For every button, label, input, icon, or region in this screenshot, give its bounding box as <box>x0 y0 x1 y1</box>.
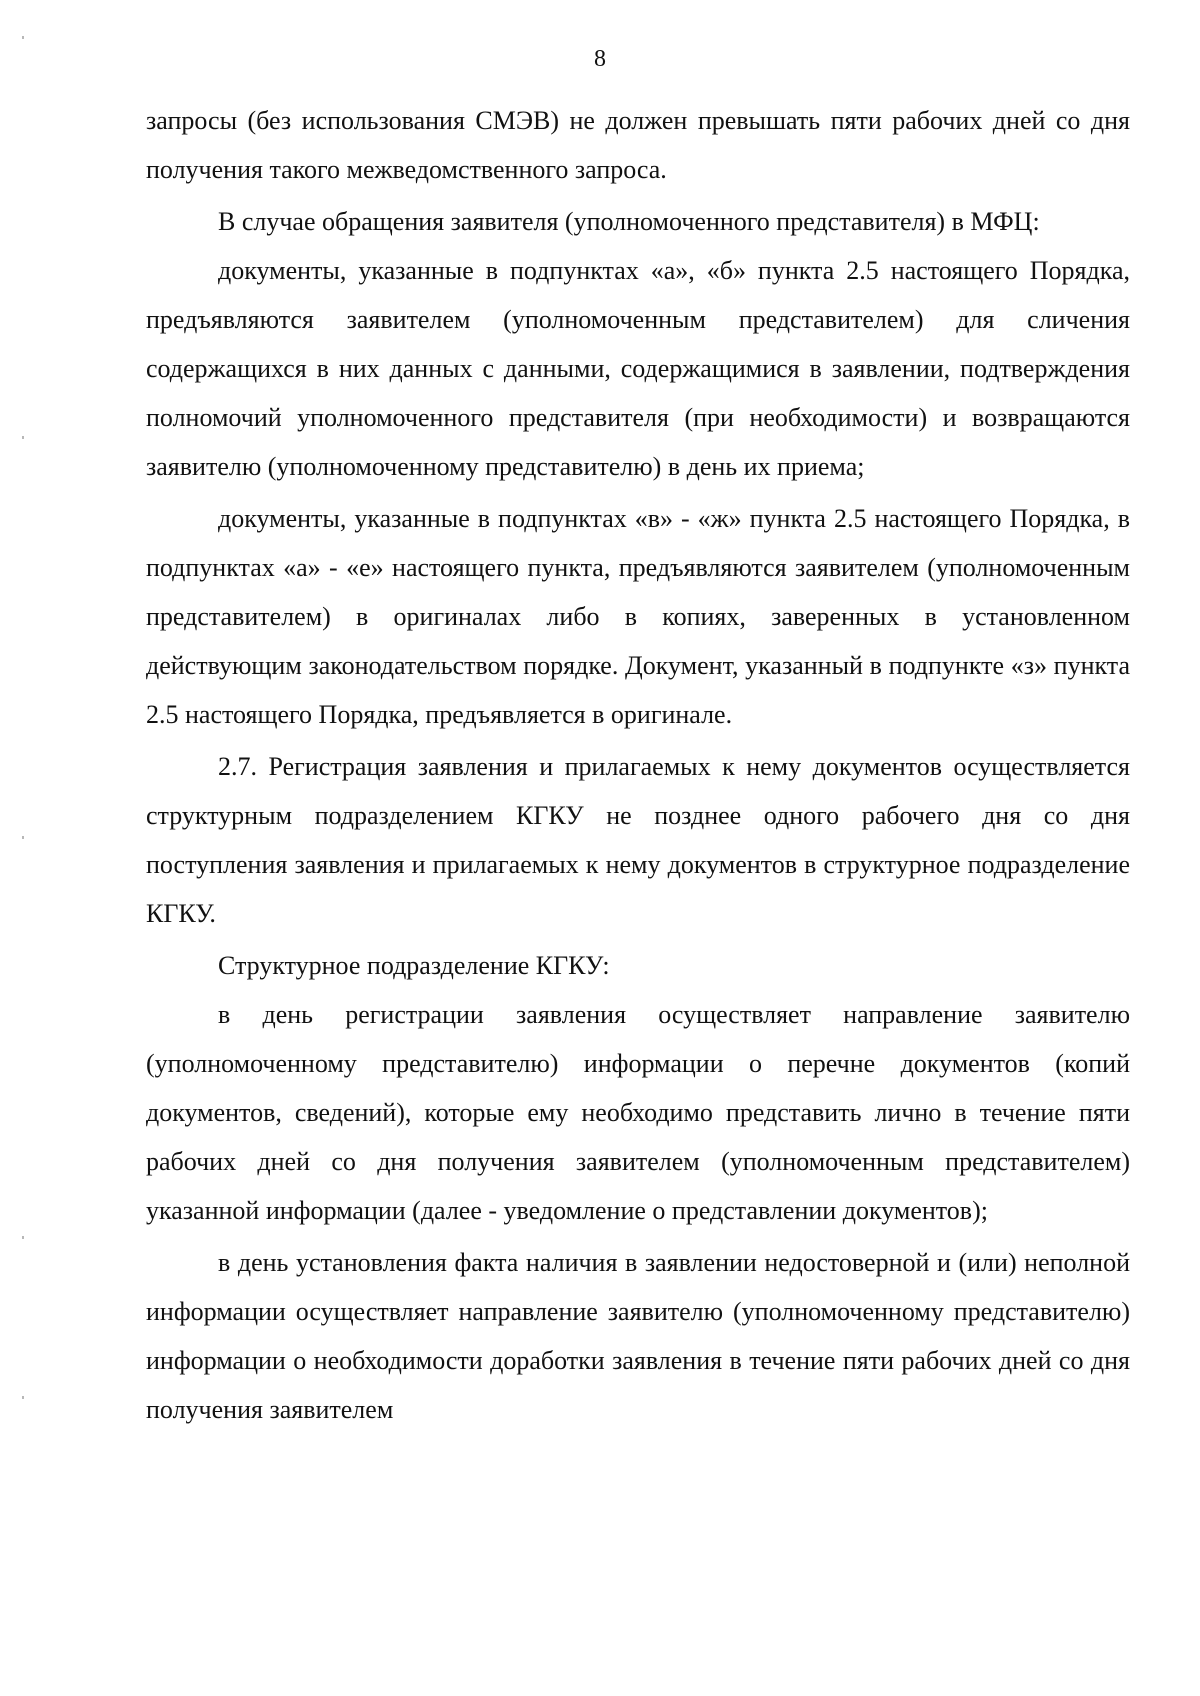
document-body <box>146 96 1130 1434</box>
scan-edge-mark <box>22 36 24 39</box>
paragraph-documents-a-b: документы, указанные в подпунктах «а», «б» пункта 2.5 настоящего Порядка, предъявляются заявителем (уполномоченным представителем) для сличения содержащихся в них данных с данными, содержащимися в заявлении, подтверждения полномочий уполномоченного представителя (при необходимости) и возвращаются заявителю (уполномоченному представителю) в день их приема; <box>146 256 1130 481</box>
scan-edge-mark <box>22 1236 24 1239</box>
paragraph-mfc-intro: В случае обращения заявителя (уполномоченного представителя) в МФЦ: <box>218 207 1040 236</box>
paragraph-section-2-7: 2.7. Регистрация заявления и прилагаемых к нему документов осуществляется структурным подразделением КГКУ не позднее одного рабочего дня со дня поступления заявления и прилагаемых к нему документов в структурное подразделение КГКУ. <box>146 752 1130 928</box>
paragraph-continuation: запросы (без использования СМЭВ) не должен превышать пяти рабочих дней со дня получения такого межведомственного запроса. <box>146 106 1130 184</box>
scan-edge-mark <box>22 436 24 439</box>
paragraph-documents-v-zh: документы, указанные в подпунктах «в» - «ж» пункта 2.5 настоящего Порядка, в подпунктах «а» - «е» настоящего пункта, предъявляются заявителем (уполномоченным представителем) в оригиналах либо в копиях, заверенных в установленном действующим законодательством порядке. Документ, указанный в подпункте «з» пункта 2.5 настоящего Порядка, предъявляется в оригинале. <box>146 504 1130 729</box>
paragraph-incomplete-info: в день установления факта наличия в заявлении недостоверной и (или) неполной информации осуществляет направление заявителю (уполномоченному представителю) информации о необходимости доработки заявления в течение пяти рабочих дней со дня получения заявителем <box>146 1248 1130 1424</box>
scan-edge-mark <box>22 836 24 839</box>
scan-edge-mark <box>22 1396 24 1399</box>
page-number: 8 <box>594 46 606 72</box>
paragraph-registration-day: в день регистрации заявления осуществляет направление заявителю (уполномоченному представителю) информации о перечне документов (копий документов, сведений), которые ему необходимо представить лично в течение пяти рабочих дней со дня получения заявителем (уполномоченным представителем) указанной информации (далее - уведомление о представлении документов); <box>146 1000 1130 1225</box>
paragraph-subdivision-intro: Структурное подразделение КГКУ: <box>218 951 610 980</box>
